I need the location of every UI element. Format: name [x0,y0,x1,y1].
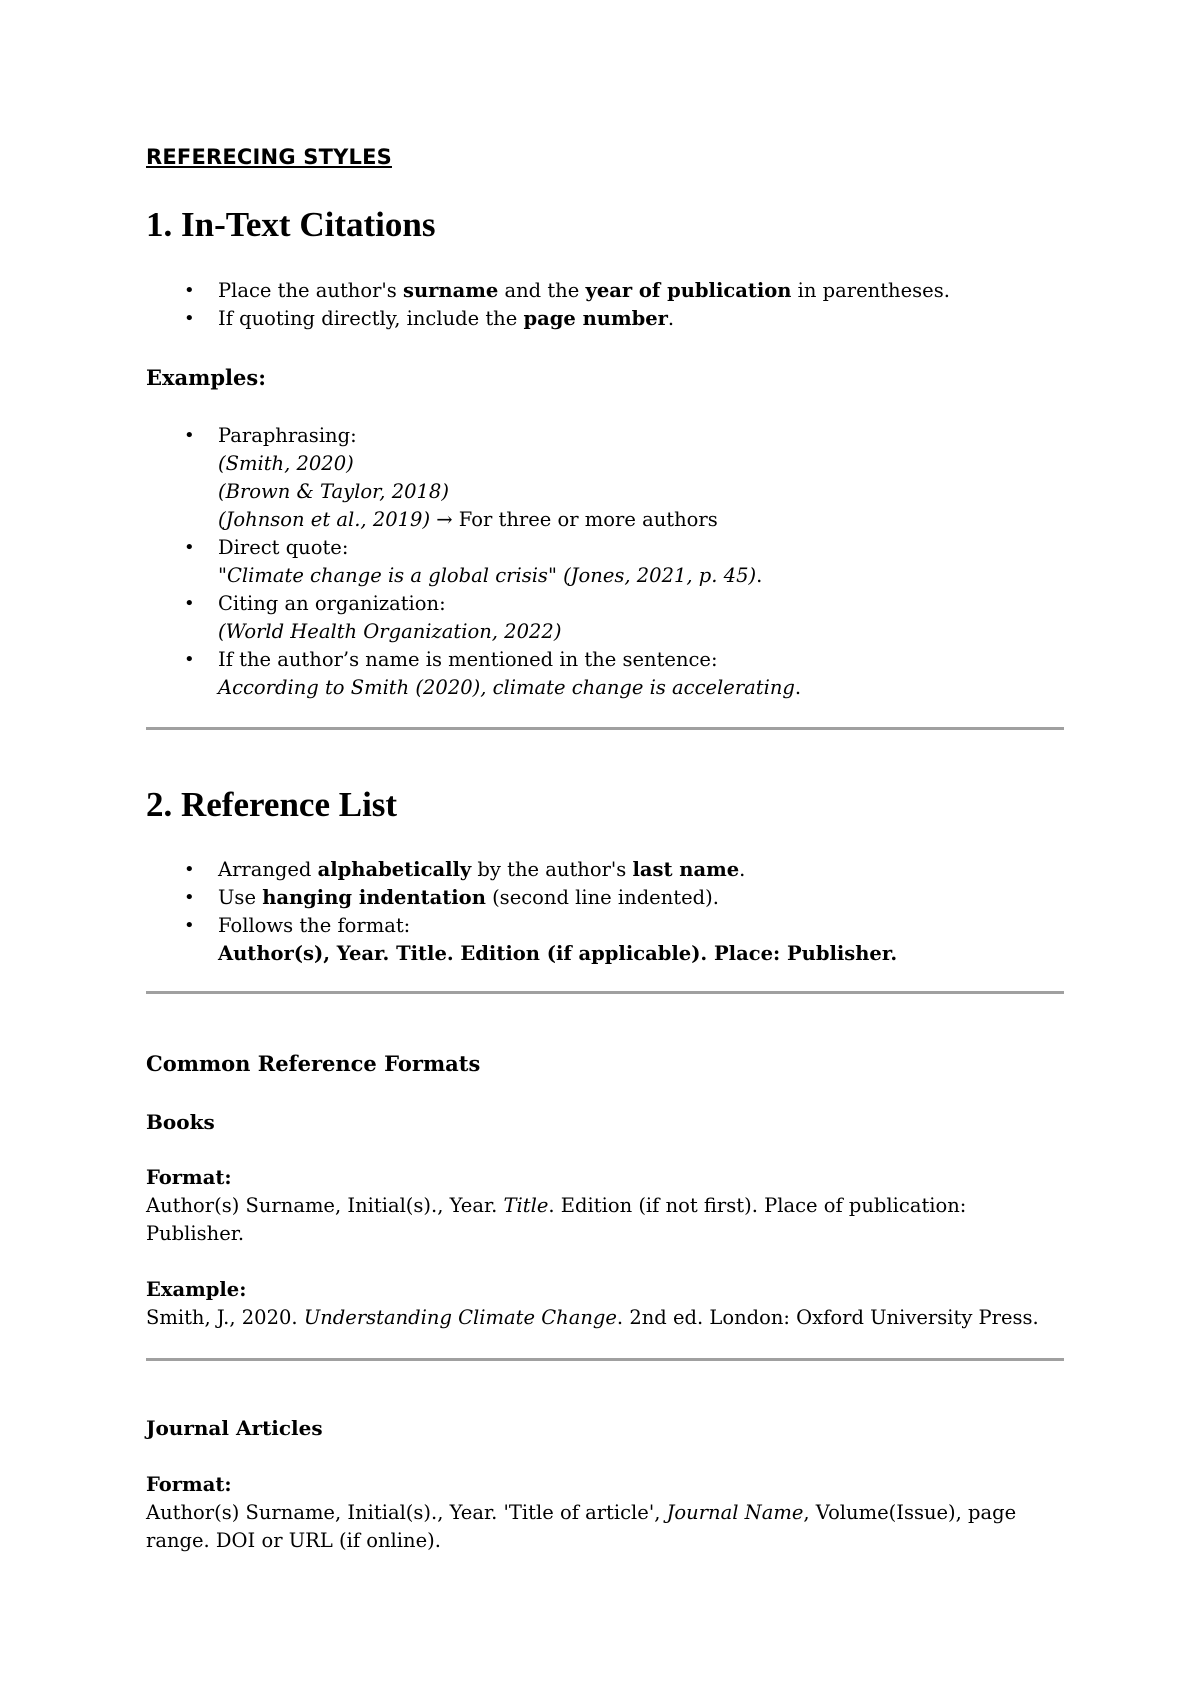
horizontal-rule [146,991,1064,994]
text: Place the author's [218,279,403,302]
text: in parentheses. [791,279,950,302]
reference-list-rules [146,856,1066,968]
italic-text: Title [503,1194,549,1217]
bold-text: surname [402,279,499,302]
examples-heading: Examples: [146,365,266,390]
text: Author(s) Surname, Initial(s)., Year. [146,1194,504,1217]
text: Direct quote: [218,536,349,559]
list-item [146,277,1066,305]
text: → For three or more authors [430,508,718,531]
text: Citing an organization: [218,592,446,615]
bold-text: hanging indentation [262,886,486,909]
citation-example: (Brown & Taylor, 2018) [218,480,449,503]
list-item [146,912,1066,968]
text: Author(s) Surname, Initial(s)., Year. 'Title of article', [146,1501,667,1524]
citation-example: According to Smith (2020), climate change is accelerating [218,676,795,699]
list-item-author-mentioned [146,646,1066,702]
bold-text: last name [632,858,740,881]
bold-text: year of publication [585,279,792,302]
journal-articles-heading: Journal Articles [146,1416,323,1440]
citation-example: "Climate change is a global crisis" (Jones, 2021, p. 45) [218,564,757,587]
text: , Volume(Issue), page range. DOI or URL (if online). [146,1501,1017,1552]
bold-text: alphabetically [317,858,472,881]
text: If the author’s name is mentioned in the sentence: [218,648,718,671]
italic-text: Understanding Climate Change [303,1306,617,1329]
text: . [756,564,763,587]
common-formats-heading: Common Reference Formats [146,1051,481,1076]
bullet-icon: • [184,887,195,908]
bullet-icon: • [184,280,195,301]
text: . Edition (if not first). Place of publication: Publisher. [146,1194,967,1245]
section-heading-in-text-citations: 1. In-Text Citations [146,205,436,244]
text: . [794,676,802,699]
journal-format-block [146,1471,1066,1555]
text: Arranged [218,858,318,881]
citation-example: (Johnson et al., 2019) [218,508,431,531]
bullet-icon: • [184,425,195,446]
text: by the author's [471,858,633,881]
section-heading-reference-list: 2. Reference List [146,785,398,824]
bold-text: page number [523,307,668,330]
text: . [667,307,675,330]
italic-text: Journal Name [666,1501,804,1524]
text: Smith, J., 2020. [146,1306,304,1329]
horizontal-rule [146,727,1064,730]
bullet-icon: • [184,859,195,880]
bullet-icon: • [184,537,195,558]
citation-example: (Smith, 2020) [218,452,354,475]
bullet-icon: • [184,915,195,936]
books-example-block [146,1276,1066,1332]
text: . 2nd ed. London: Oxford University Press. [616,1306,1039,1329]
text: . [739,858,746,881]
list-item [146,856,1066,884]
bullet-icon: • [184,649,195,670]
format-label: Format: [146,1166,232,1189]
bullet-icon: • [184,593,195,614]
text: Follows the format: [218,914,411,937]
text: (second line indented). [485,886,719,909]
bullet-icon: • [184,308,195,329]
text: Paraphrasing: [218,424,357,447]
examples-list [146,422,1066,702]
format-label: Format: [146,1473,232,1496]
books-heading: Books [146,1110,215,1134]
document-title: REFERECING STYLES [146,145,392,169]
books-format-block [146,1164,1066,1248]
list-item-direct-quote [146,534,1066,590]
example-label: Example: [146,1278,247,1301]
horizontal-rule [146,1358,1064,1361]
text: and the [498,279,586,302]
list-item-organization [146,590,1066,646]
list-item [146,884,1066,912]
citation-example: (World Health Organization, 2022) [218,620,562,643]
in-text-rules-list [146,277,1066,333]
reference-format: Author(s), Year. Title. Edition (if applicable). Place: Publisher. [218,942,898,965]
text: Use [218,886,263,909]
list-item [146,305,1066,333]
list-item-paraphrasing [146,422,1066,534]
text: If quoting directly, include the [218,307,524,330]
